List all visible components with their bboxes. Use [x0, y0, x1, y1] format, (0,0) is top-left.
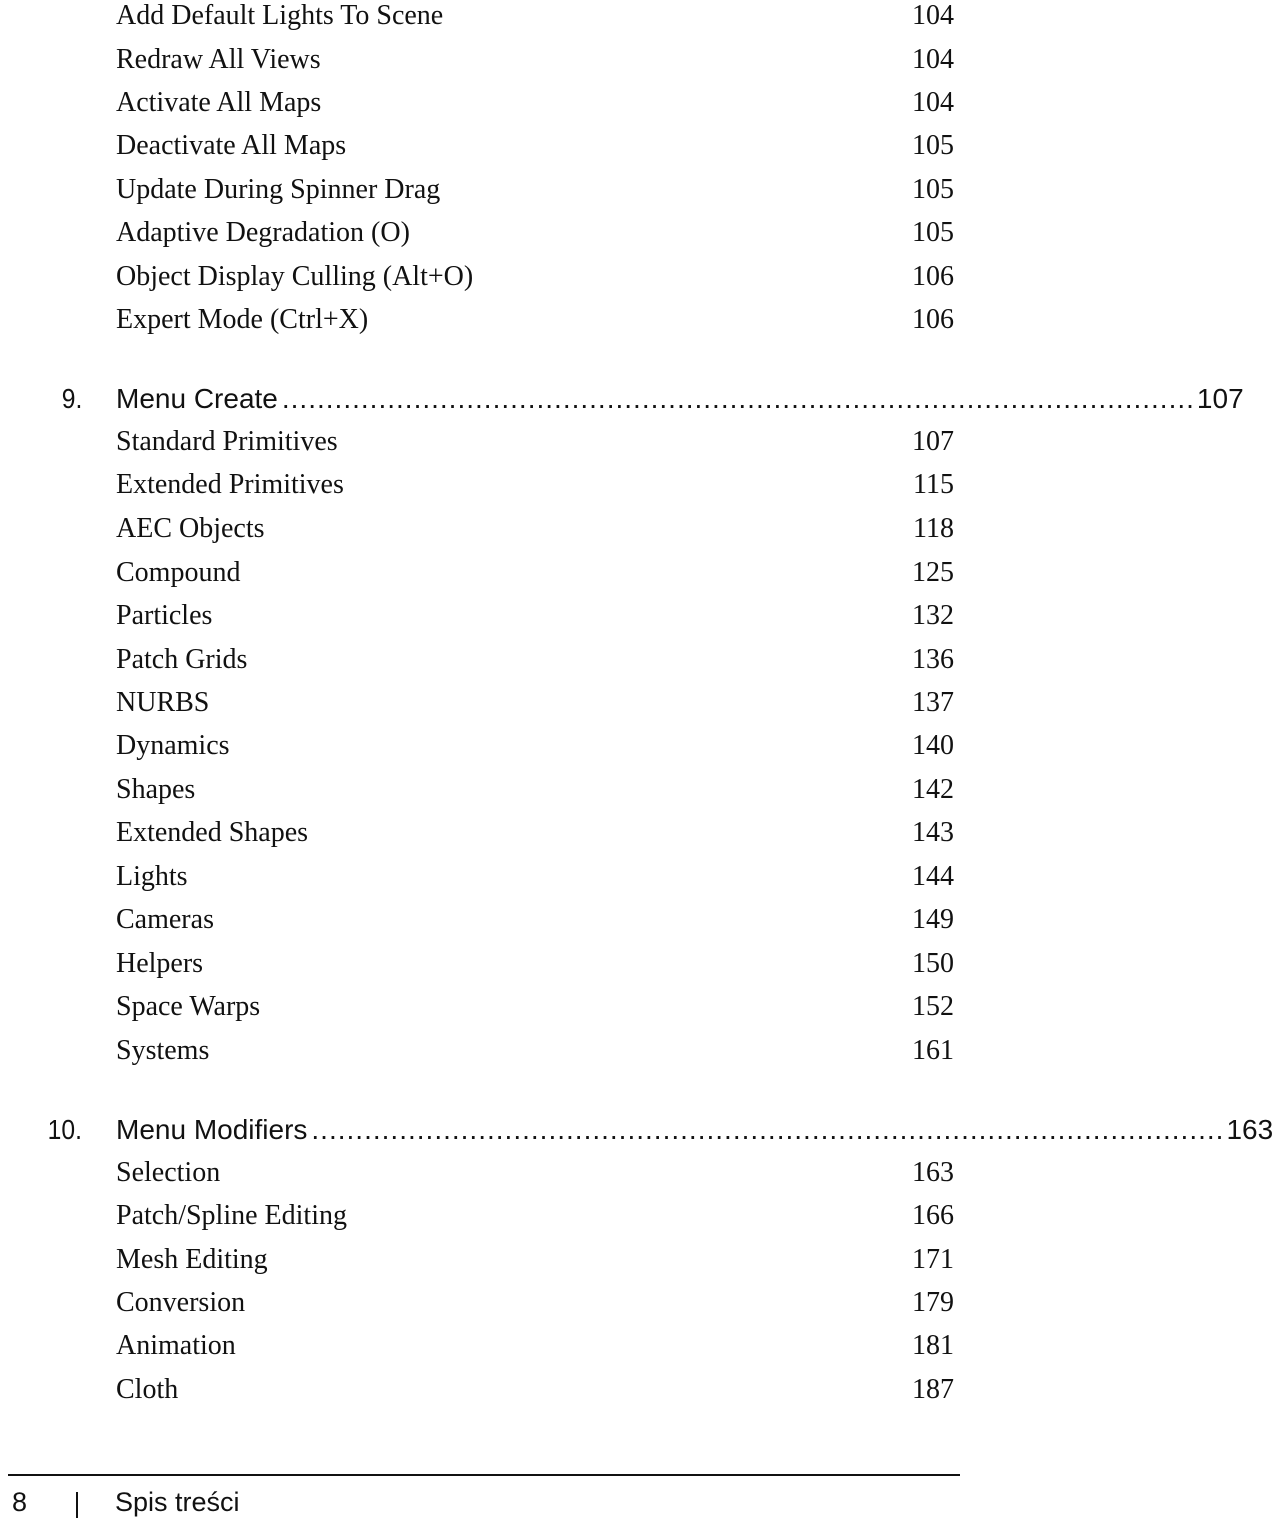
toc-entry[interactable] [116, 213, 954, 253]
toc-entry-page: 125 [912, 557, 954, 588]
toc-entry[interactable] [116, 1196, 954, 1236]
toc-entry-page: 171 [912, 1244, 954, 1275]
toc-entry-page: 104 [912, 44, 954, 75]
toc-entry-title: Standard Primitives [116, 426, 338, 457]
toc-entry-title: Adaptive Degradation (O) [116, 217, 410, 248]
toc-entry[interactable] [116, 257, 954, 297]
toc-entry-title: AEC Objects [116, 513, 265, 544]
toc-entry-title: Extended Primitives [116, 469, 344, 500]
toc-entry-page: 107 [912, 426, 954, 457]
dot-leader: ........................................................................................................ [281, 383, 1195, 414]
chapter-page: 163 [1226, 1114, 1273, 1145]
toc-entry-page: 137 [912, 687, 954, 718]
toc-entry-title: Activate All Maps [116, 87, 322, 118]
toc-entry-page: 161 [912, 1035, 954, 1066]
toc-entry-page: 166 [912, 1200, 954, 1231]
toc-entry-page: 149 [912, 904, 954, 935]
toc-entry-page: 143 [912, 817, 954, 848]
toc-entry[interactable] [116, 813, 954, 853]
toc-entry[interactable] [116, 1031, 954, 1071]
toc-entry-page: 118 [913, 513, 954, 544]
toc-entry[interactable] [116, 596, 954, 636]
toc-entry-page: 187 [912, 1374, 954, 1405]
toc-entry[interactable] [116, 509, 954, 549]
toc-entry-page: 181 [912, 1330, 954, 1361]
footer-page-number: 8 [12, 1487, 28, 1517]
toc-entry-page: 105 [912, 217, 954, 248]
toc-entry-title: Add Default Lights To Scene [116, 0, 444, 31]
toc-entry[interactable] [116, 40, 954, 80]
toc-entry[interactable] [116, 726, 954, 766]
toc-entry[interactable] [116, 770, 954, 810]
toc-entry-page: 179 [912, 1287, 954, 1318]
toc-entry[interactable] [116, 640, 954, 680]
toc-entry-title: Update During Spinner Drag [116, 174, 441, 205]
toc-entry-page: 163 [912, 1157, 954, 1188]
toc-entry-title: NURBS [116, 687, 210, 718]
toc-entry[interactable] [116, 83, 954, 123]
footer-label: Spis treści [115, 1487, 240, 1517]
toc-entry[interactable] [116, 0, 954, 36]
toc-entry-title: Expert Mode (Ctrl+X) [116, 304, 369, 335]
toc-entry-page: 106 [912, 304, 954, 335]
toc-entry-title: Object Display Culling (Alt+O) [116, 261, 474, 292]
toc-entry-title: Cameras [116, 904, 214, 935]
dot-leader: ........................................................................................................ [311, 1114, 1225, 1145]
toc-entry-page: 150 [912, 948, 954, 979]
chapter-title: Menu Modifiers [116, 1114, 308, 1145]
toc-entry-title: Dynamics [116, 730, 230, 761]
toc-entry-title: Compound [116, 557, 241, 588]
toc-entry[interactable] [116, 944, 954, 984]
toc-entry[interactable] [116, 1240, 954, 1280]
toc-entry-title: Systems [116, 1035, 210, 1066]
chapter-number: 10. [47, 1114, 82, 1145]
toc-entry-page: 104 [912, 87, 954, 118]
toc-entry-page: 105 [912, 174, 954, 205]
toc-entry-page: 104 [912, 0, 954, 31]
toc-entry-title: Extended Shapes [116, 817, 309, 848]
toc-entry-title: Selection [116, 1157, 221, 1188]
toc-entry-page: 142 [912, 774, 954, 805]
toc-entry[interactable] [116, 170, 954, 210]
chapter-number: 9. [61, 383, 82, 414]
toc-entry-title: Redraw All Views [116, 44, 321, 75]
toc-entry[interactable] [116, 422, 954, 462]
toc-entry[interactable] [116, 553, 954, 593]
toc-entry-page: 140 [912, 730, 954, 761]
toc-entry-title: Conversion [116, 1287, 246, 1318]
toc-entry-title: Animation [116, 1330, 236, 1361]
chapter-heading-10[interactable] [0, 1110, 1273, 1150]
toc-entry-page: 105 [912, 130, 954, 161]
toc-entry-title: Shapes [116, 774, 196, 805]
toc-entry-title: Helpers [116, 948, 204, 979]
toc-entry-page: 106 [912, 261, 954, 292]
toc-entry-title: Cloth [116, 1374, 179, 1405]
chapter-page: 107 [1196, 383, 1244, 414]
toc-entry[interactable] [116, 900, 954, 940]
toc-entry[interactable] [116, 857, 954, 897]
toc-entry-page: 132 [912, 600, 954, 631]
toc-entry-title: Deactivate All Maps [116, 130, 347, 161]
chapter-heading-9[interactable] [0, 379, 1244, 419]
toc-entry-page: 152 [912, 991, 954, 1022]
toc-entry[interactable] [116, 1283, 954, 1323]
toc-entry-title: Lights [116, 861, 188, 892]
toc-entry[interactable] [116, 1153, 954, 1193]
chapter-title: Menu Create [116, 383, 278, 414]
toc-entry-page: 115 [913, 469, 954, 500]
toc-entry-title: Mesh Editing [116, 1244, 268, 1275]
toc-entry-page: 136 [912, 644, 954, 675]
toc-entry-page: 144 [912, 861, 954, 892]
toc-entry-title: Particles [116, 600, 213, 631]
toc-entry-title: Patch Grids [116, 644, 248, 675]
footer-divider [8, 1474, 960, 1476]
footer-separator [76, 1492, 78, 1518]
toc-entry-title: Patch/Spline Editing [116, 1200, 347, 1231]
toc-entry[interactable] [116, 1370, 954, 1410]
toc-entry[interactable] [116, 126, 954, 166]
toc-entry[interactable] [116, 1326, 954, 1366]
toc-entry[interactable] [116, 465, 954, 505]
toc-entry[interactable] [116, 987, 954, 1027]
toc-entry[interactable] [116, 683, 954, 723]
toc-entry[interactable] [116, 300, 954, 340]
toc-entry-title: Space Warps [116, 991, 261, 1022]
